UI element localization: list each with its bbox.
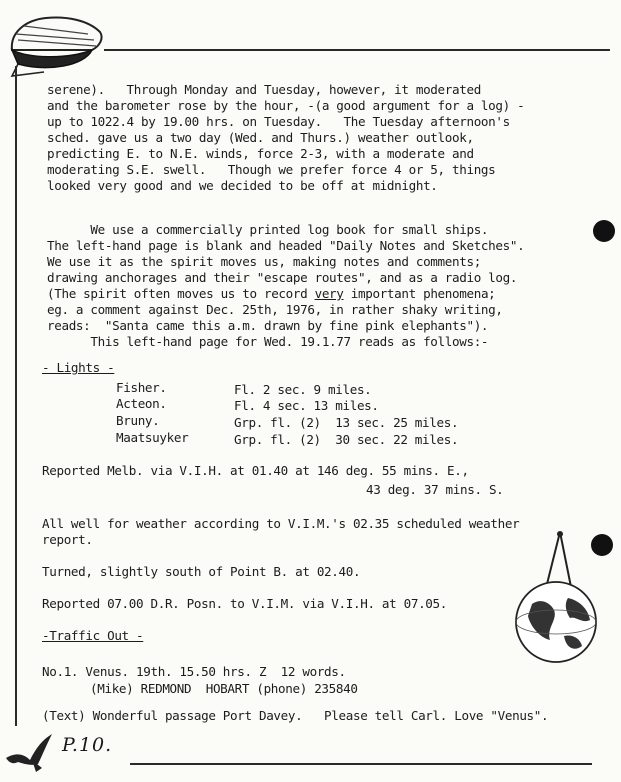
light-detail: Fl. 4 sec. 13 miles. <box>234 398 379 413</box>
intro-line: looked very good and we decided to be off at midnight. <box>47 178 438 193</box>
traffic-heading: -Traffic Out - <box>42 628 144 643</box>
paragraph-line: The left-hand page is blank and headed "Daily Notes and Sketches". <box>47 238 525 253</box>
intro-line: up to 1022.4 by 19.00 hrs. on Tuesday. The Tuesday afternoon's <box>47 114 510 129</box>
traffic-line: (Text) Wonderful passage Port Davey. Please tell Carl. Love "Venus". <box>42 708 549 723</box>
log-entry: 43 deg. 37 mins. S. <box>366 482 504 497</box>
light-name: Fisher. <box>116 380 167 395</box>
light-detail: Grp. fl. (2) 30 sec. 22 miles. <box>234 432 459 447</box>
paragraph-line: We use a commercially printed log book for small ships. <box>47 222 489 237</box>
light-name: Bruny. <box>116 413 160 428</box>
top-rule <box>104 49 610 51</box>
paragraph-line: reads: "Santa came this a.m. drawn by fine pink elephants"). <box>47 318 489 333</box>
left-margin-rule <box>15 66 17 726</box>
log-entry: Reported 07.00 D.R. Posn. to V.I.M. via V.I.H. at 07.05. <box>42 596 447 611</box>
light-name: Acteon. <box>116 396 167 411</box>
intro-line: and the barometer rose by the hour, -(a good argument for a log) - <box>47 98 525 113</box>
light-detail: Fl. 2 sec. 9 miles. <box>234 382 372 397</box>
paragraph-line <box>47 286 495 302</box>
punch-hole-top <box>593 220 615 242</box>
emphasis-very: very <box>314 286 344 301</box>
light-name: Maatsuyker <box>116 430 189 445</box>
intro-line: sched. gave us a two day (Wed. and Thurs.) weather outlook, <box>47 130 474 145</box>
intro-line: serene). Through Monday and Tuesday, however, it moderated <box>47 82 481 97</box>
sailor-cap-icon <box>4 10 108 80</box>
paragraph-text: (The spirit often moves us to record <box>47 286 315 301</box>
paragraph-line: eg. a comment against Dec. 25th, 1976, in rather shaky writing, <box>47 302 503 317</box>
log-entry: Reported Melb. via V.I.H. at 01.40 at 146 deg. 55 mins. E., <box>42 463 469 478</box>
traffic-line: No.1. Venus. 19th. 15.50 hrs. Z 12 words. <box>42 664 346 679</box>
log-entry: report. <box>42 532 93 547</box>
paragraph-text: important phenomena; <box>343 286 496 301</box>
page-number: P.10. <box>62 734 113 756</box>
seagull-icon <box>2 728 58 776</box>
bottom-rule <box>130 763 592 765</box>
light-detail: Grp. fl. (2) 13 sec. 25 miles. <box>234 415 459 430</box>
traffic-line: (Mike) REDMOND HOBART (phone) 235840 <box>90 681 358 696</box>
paragraph-line: We use it as the spirit moves us, making notes and comments; <box>47 254 481 269</box>
paragraph-line: drawing anchorages and their "escape routes", and as a radio log. <box>47 270 518 285</box>
log-entry: Turned, slightly south of Point B. at 02.40. <box>42 564 361 579</box>
paragraph-line: This left-hand page for Wed. 19.1.77 reads as follows:- <box>47 334 489 349</box>
globe-compass-icon <box>510 528 606 678</box>
lights-heading: - Lights - <box>42 360 115 375</box>
intro-line: predicting E. to N.E. winds, force 2-3, with a moderate and <box>47 146 474 161</box>
log-entry: All well for weather according to V.I.M.'s 02.35 scheduled weather <box>42 516 520 531</box>
intro-line: moderating S.E. swell. Though we prefer force 4 or 5, things <box>47 162 496 177</box>
